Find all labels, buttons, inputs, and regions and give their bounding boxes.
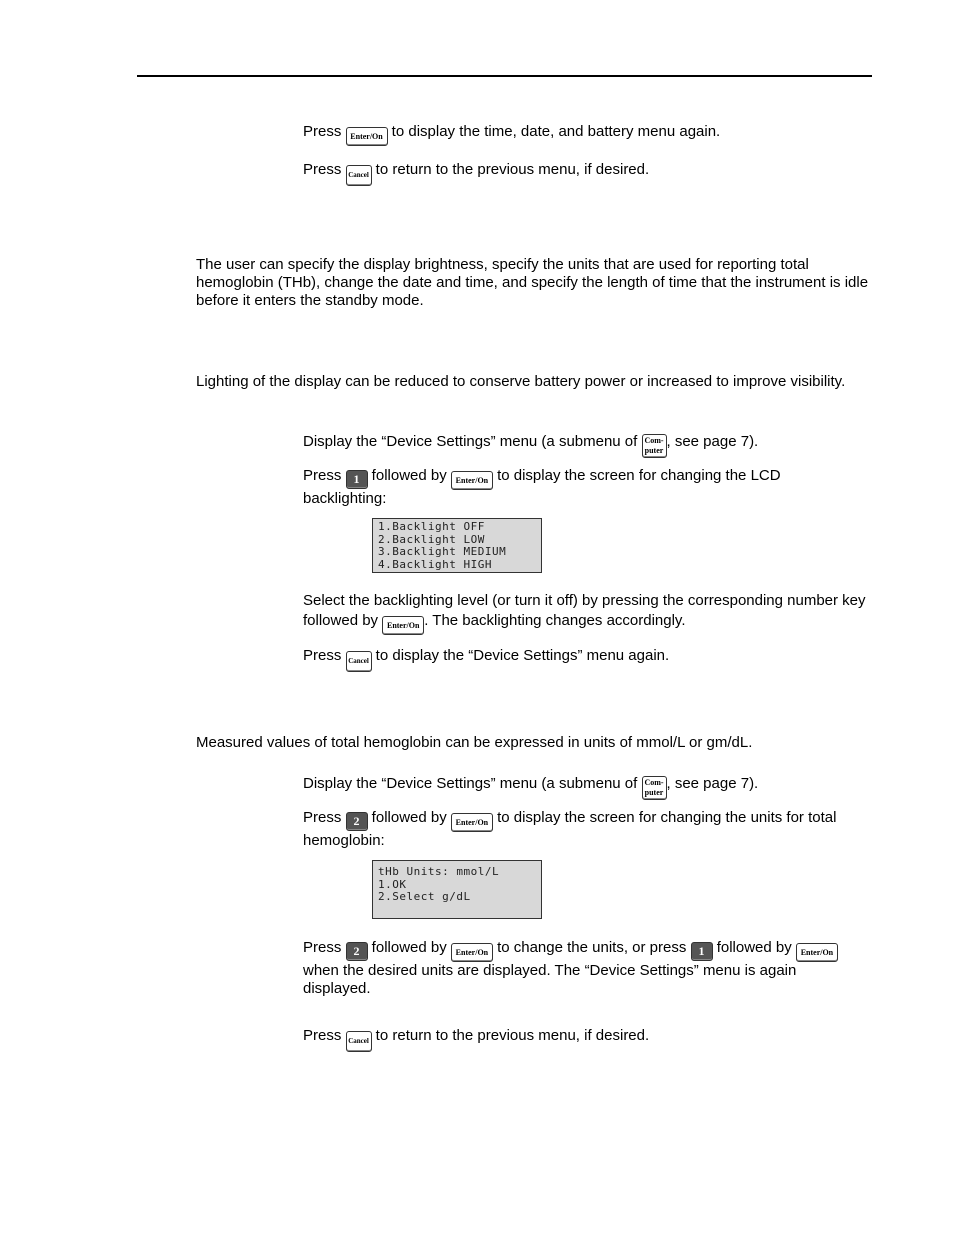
enter-on-key-icon: Enter/On <box>451 471 493 490</box>
cancel-key-icon: Cancel <box>346 651 372 672</box>
step-text: followed by <box>367 809 451 826</box>
backlight-lcd-screen <box>372 518 542 573</box>
units-step-4 <box>303 1027 868 1052</box>
step-text: Press <box>303 467 346 484</box>
lcd-line: 1.OK <box>378 877 407 891</box>
backlight-step-3 <box>303 591 868 635</box>
backlight-description: Lighting of the display can be reduced to conserve battery power or increased to improve visibility. <box>196 373 846 390</box>
number-1-key-icon: 1 <box>346 470 368 489</box>
lcd-line: 1.Backlight OFF <box>378 520 485 533</box>
step-text: Press <box>303 1027 346 1044</box>
computer-key-icon <box>642 776 667 800</box>
step-text: Display the “Device Settings” menu (a submenu of <box>303 433 642 450</box>
backlight-step-2 <box>303 467 868 508</box>
step-text: followed by <box>712 939 796 956</box>
cancel-key-icon: Cancel <box>346 165 372 186</box>
step-text: . The backlighting changes accordingly. <box>424 612 686 629</box>
enter-on-key-icon: Enter/On <box>451 813 493 832</box>
step-text: to display the “Device Settings” menu again. <box>371 647 670 664</box>
cancel-key-icon: Cancel <box>346 1031 372 1052</box>
lcd-line: 3.Backlight MEDIUM <box>378 545 507 558</box>
step-text: Press <box>303 939 346 956</box>
step-text: followed by <box>367 939 451 956</box>
step-text: , see page 7). <box>666 433 759 450</box>
units-lcd-screen <box>372 860 542 919</box>
number-1-key-icon: 1 <box>691 942 713 961</box>
step-text: Press <box>303 647 346 664</box>
number-2-key-icon: 2 <box>346 812 368 831</box>
lcd-line: 2.Backlight LOW <box>378 532 485 546</box>
computer-key-line-2: puter <box>644 788 664 797</box>
step-text: to return to the previous menu, if desired. <box>371 1027 650 1044</box>
step-text: Press <box>303 161 346 178</box>
step-text: followed by <box>367 467 451 484</box>
units-step-2 <box>303 809 868 850</box>
step-text: to return to the previous menu, if desired. <box>371 161 650 178</box>
step-text: Select the backlighting level (or turn it off) by pressing the corresponding number key followed by <box>303 592 866 629</box>
step-text: Press <box>303 809 346 826</box>
lcd-line: 4.Backlight HIGH <box>378 557 492 571</box>
computer-key-line-2: puter <box>644 446 664 455</box>
step-text: to display the time, date, and battery menu again. <box>387 123 721 140</box>
enter-on-key-icon: Enter/On <box>382 616 424 635</box>
backlight-step-1 <box>303 433 868 458</box>
step-text: to display the screen for changing the LCD backlighting: <box>303 467 781 507</box>
step-text: to display the screen for changing the units for total hemoglobin: <box>303 809 837 849</box>
backlight-step-4 <box>303 647 868 672</box>
step-text: to change the units, or press <box>492 939 691 956</box>
step-text: Display the “Device Settings” menu (a submenu of <box>303 775 642 792</box>
intro-paragraph: The user can specify the display brightness, specify the units that are used for reporting total hemoglobin (THb), change the date and time, and specify the length of time that the instrument is idle before it enters the standby mode. <box>196 256 869 309</box>
step-cancel-previous <box>303 161 868 186</box>
units-description: Measured values of total hemoglobin can be expressed in units of mmol/L or gm/dL. <box>196 734 753 751</box>
lcd-line: tHb Units: mmol/L <box>378 865 500 878</box>
computer-key-line-1: Com- <box>644 778 664 787</box>
number-2-key-icon: 2 <box>346 942 368 961</box>
units-step-3 <box>303 939 868 998</box>
enter-on-key-icon: Enter/On <box>346 127 388 146</box>
enter-on-key-icon: Enter/On <box>796 943 838 962</box>
step-text: , see page 7). <box>666 775 759 792</box>
units-step-1 <box>303 775 868 800</box>
step-redisplay-menu <box>303 123 868 146</box>
lcd-line: 2.Select g/dL <box>378 890 471 903</box>
enter-on-key-icon: Enter/On <box>451 943 493 962</box>
step-text: when the desired units are displayed. The “Device Settings” menu is again displayed. <box>303 962 797 997</box>
header-rule <box>137 75 872 77</box>
step-text: Press <box>303 123 346 140</box>
computer-key-icon <box>642 434 667 458</box>
computer-key-line-1: Com- <box>644 436 664 445</box>
